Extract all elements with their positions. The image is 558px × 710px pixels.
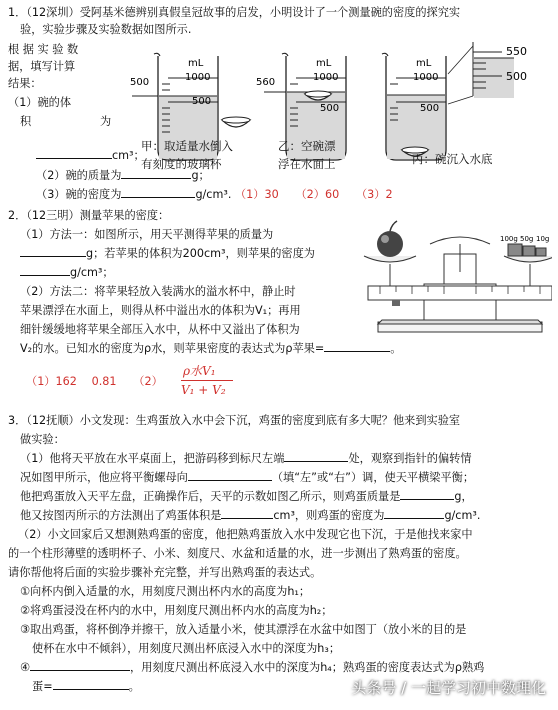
beaker-scale-label: 1000 (185, 72, 211, 83)
beaker-scale-label: 1000 (413, 72, 439, 83)
beaker-scale-label: 1000 (313, 72, 339, 83)
q2-m2e: 。 (390, 342, 402, 355)
q1-left-line: 根 据 实 验 数 (8, 43, 79, 56)
weight-label: 100g (500, 235, 518, 243)
caption-a-1: 甲：取适量水倒入 (141, 139, 233, 153)
q3-line3 (20, 450, 472, 466)
beaker-scale-label: 500 (192, 96, 212, 107)
zoomed-scale (448, 42, 514, 104)
q3-step3a: ③取出鸡蛋，将杯倒净并擦干，放入适量小米，使其漂浮在水盆中如图丁（放小米的目的是 (20, 623, 467, 636)
q1-sub2: （2）碗的质量为 (36, 169, 122, 182)
caption-a-2: 有刻度的玻璃杯 (141, 157, 222, 171)
q2-title: 2．（12三明）测量苹果的密度： (8, 209, 170, 222)
q2-m1b: g；若苹果的体积为200cm³，则苹果的密度为 (86, 247, 315, 260)
beaker-unit-label: mL (188, 58, 204, 69)
q3-l5b: g， (454, 490, 473, 503)
q3-line2: 做实验： (20, 433, 65, 446)
q3-line5 (20, 488, 473, 504)
answer-blank[interactable] (20, 245, 86, 257)
q1-unit3: g/cm³. (195, 188, 232, 201)
q2-m2d: V₂的水。已知水的密度为ρ水，则苹果密度的表达式为ρ苹果= (20, 342, 325, 355)
beaker-unit-label: mL (316, 58, 332, 69)
q3-step1: ①向杯内倒入适量的水，用刻度尺测出杯内水的高度为h₁； (20, 585, 311, 598)
q2-m1c: g/cm³； (70, 266, 114, 279)
q1-unit2: g； (191, 169, 210, 182)
q2-m2d-row (20, 340, 401, 356)
q1-sub1b: 积 (20, 115, 32, 128)
caption-c: 丙：碗沉入水底 (412, 152, 493, 166)
q3-line7: （2）小文回家后又想测熟鸡蛋的密度，他把熟鸡蛋放入水中发现它也下沉，于是他找来家中 (18, 528, 473, 541)
fraction-bar (181, 380, 233, 381)
q3-line9: 请你帮他将后面的实验步骤补充完整，并写出熟鸡蛋的表达式。 (8, 566, 322, 579)
q3-s4c: 蛋= (32, 680, 53, 693)
q3-l3a: （1）他将天平放在水平桌面上，把游码移到标尺左端 (20, 452, 285, 465)
q3-line8: 的一个柱形薄壁的透明杯子、小米、刻度尺、水盆和适量的水，进一步测出了熟鸡蛋的密度。 (8, 547, 467, 560)
answer-blank[interactable] (53, 678, 129, 690)
q3-l4b: （填“左”或“右”）调，使天平横梁平衡； (271, 471, 475, 484)
q2-m2a: （2）方法二：将苹果轻放入装满水的溢水杯中，静止时 (20, 285, 296, 298)
q1-left-line: 结果： (8, 77, 42, 90)
answer-blank[interactable] (384, 507, 444, 519)
q1-sub1a: （1）碗的体 (8, 96, 72, 109)
q1-answer: （1）30 （2）60 （3）2 (234, 188, 393, 201)
q3-l5a: 他把鸡蛋放入天平左盘，正确操作后，天平的示数如图乙所示，则鸡蛋质量是 (20, 490, 401, 503)
weight-label: 10g (536, 235, 550, 243)
q3-line6 (20, 507, 480, 523)
q1-line1: 1．（12深圳）受阿基米德辨别真假皇冠故事的启发，小明设计了一个测量碗的密度的探究实 (8, 6, 461, 19)
q2-formula-numerator: ρ水V₁ (183, 364, 216, 378)
q2-m1b-row (20, 245, 315, 261)
q2-m2b: 苹果漂浮在水面上，则得从杯中溢出水的体积为V₁；再用 (20, 304, 301, 317)
q3-l6b: cm³，则鸡蛋的密度为 (273, 509, 385, 522)
balance-scale-figure (360, 214, 552, 336)
beaker-scale-label: 500 (320, 103, 340, 114)
q2-m1c-row (20, 264, 114, 280)
q1-sub1c: 为 (100, 115, 112, 128)
q3-line4 (20, 469, 474, 485)
zoom-label-500: 500 (506, 70, 527, 83)
level-label-a: 500 (130, 77, 150, 88)
q3-step4-cont (32, 678, 140, 694)
answer-blank[interactable] (121, 186, 195, 198)
watermark: 头条号 / 一起学习初中数理化 (351, 679, 546, 697)
answer-blank[interactable] (400, 488, 454, 500)
q1-sub3-row (36, 186, 393, 202)
caption-b-1: 乙：空碗漂 (278, 139, 336, 153)
q3-s4d: 。 (128, 680, 140, 693)
q2-answer-prefix: （1）162 0.81 （2） (26, 375, 163, 388)
beaker-unit-label: mL (416, 58, 432, 69)
q2-formula-denominator: V₁ + V₂ (181, 383, 226, 397)
q1-sub3: （3）碗的密度为 (36, 188, 122, 201)
q1-unit1: cm³； (112, 149, 145, 162)
q3-l6c: g/cm³. (444, 509, 481, 522)
zoom-label-550: 550 (506, 45, 527, 58)
q3-step2: ②将鸡蛋浸没在杯内的水中，用刻度尺测出杯内水的高度为h₂； (20, 604, 333, 617)
q2-m1a: （1）方法一：如图所示，用天平测得苹果的质量为 (20, 228, 274, 241)
answer-blank[interactable] (36, 147, 112, 159)
q3-l3b: 处，观察到指针的偏转情 (348, 452, 472, 465)
caption-b-2: 浮在水面上 (278, 157, 336, 171)
q3-s4b: ，用刻度尺测出杯底浸入水中的深度为h₄；熟鸡蛋的密度表达式为ρ熟鸡 (130, 661, 485, 674)
weight-label: 50g (520, 235, 534, 243)
answer-blank[interactable] (221, 507, 273, 519)
q3-step3b: 使杯在水中不倾斜），用刻度尺测出杯底浸入水中的深度为h₃； (32, 642, 341, 655)
level-label-b: 560 (256, 77, 276, 88)
q1-line2: 验，实验步骤及实验数据如图所示. (20, 23, 192, 36)
q3-step4 (20, 659, 484, 675)
apple-icon (377, 221, 403, 257)
q3-line1: 3．（12抚顺）小文发现：生鸡蛋放入水中会下沉，鸡蛋的密度到底有多大呢？他来到实验室 (8, 414, 461, 427)
answer-blank[interactable] (324, 340, 390, 352)
q2-m2c: 细针缓缓地将苹果全部压入水中，从杯中又溢出了体积为 (20, 323, 300, 336)
answer-blank[interactable] (30, 659, 130, 671)
beaker-scale-label: 500 (420, 103, 440, 114)
weights-icon (500, 235, 549, 256)
q3-s4a: ④ (20, 661, 31, 674)
q3-l6a: 他又按图丙所示的方法测出了鸡蛋体积是 (20, 509, 222, 522)
answer-blank[interactable] (20, 264, 70, 276)
answer-blank[interactable] (188, 469, 272, 481)
q3-l4a: 况如图甲所示，他应将平衡螺母向 (20, 471, 188, 484)
answer-blank[interactable] (284, 450, 348, 462)
q1-left-line: 据，填写计算 (8, 60, 76, 73)
